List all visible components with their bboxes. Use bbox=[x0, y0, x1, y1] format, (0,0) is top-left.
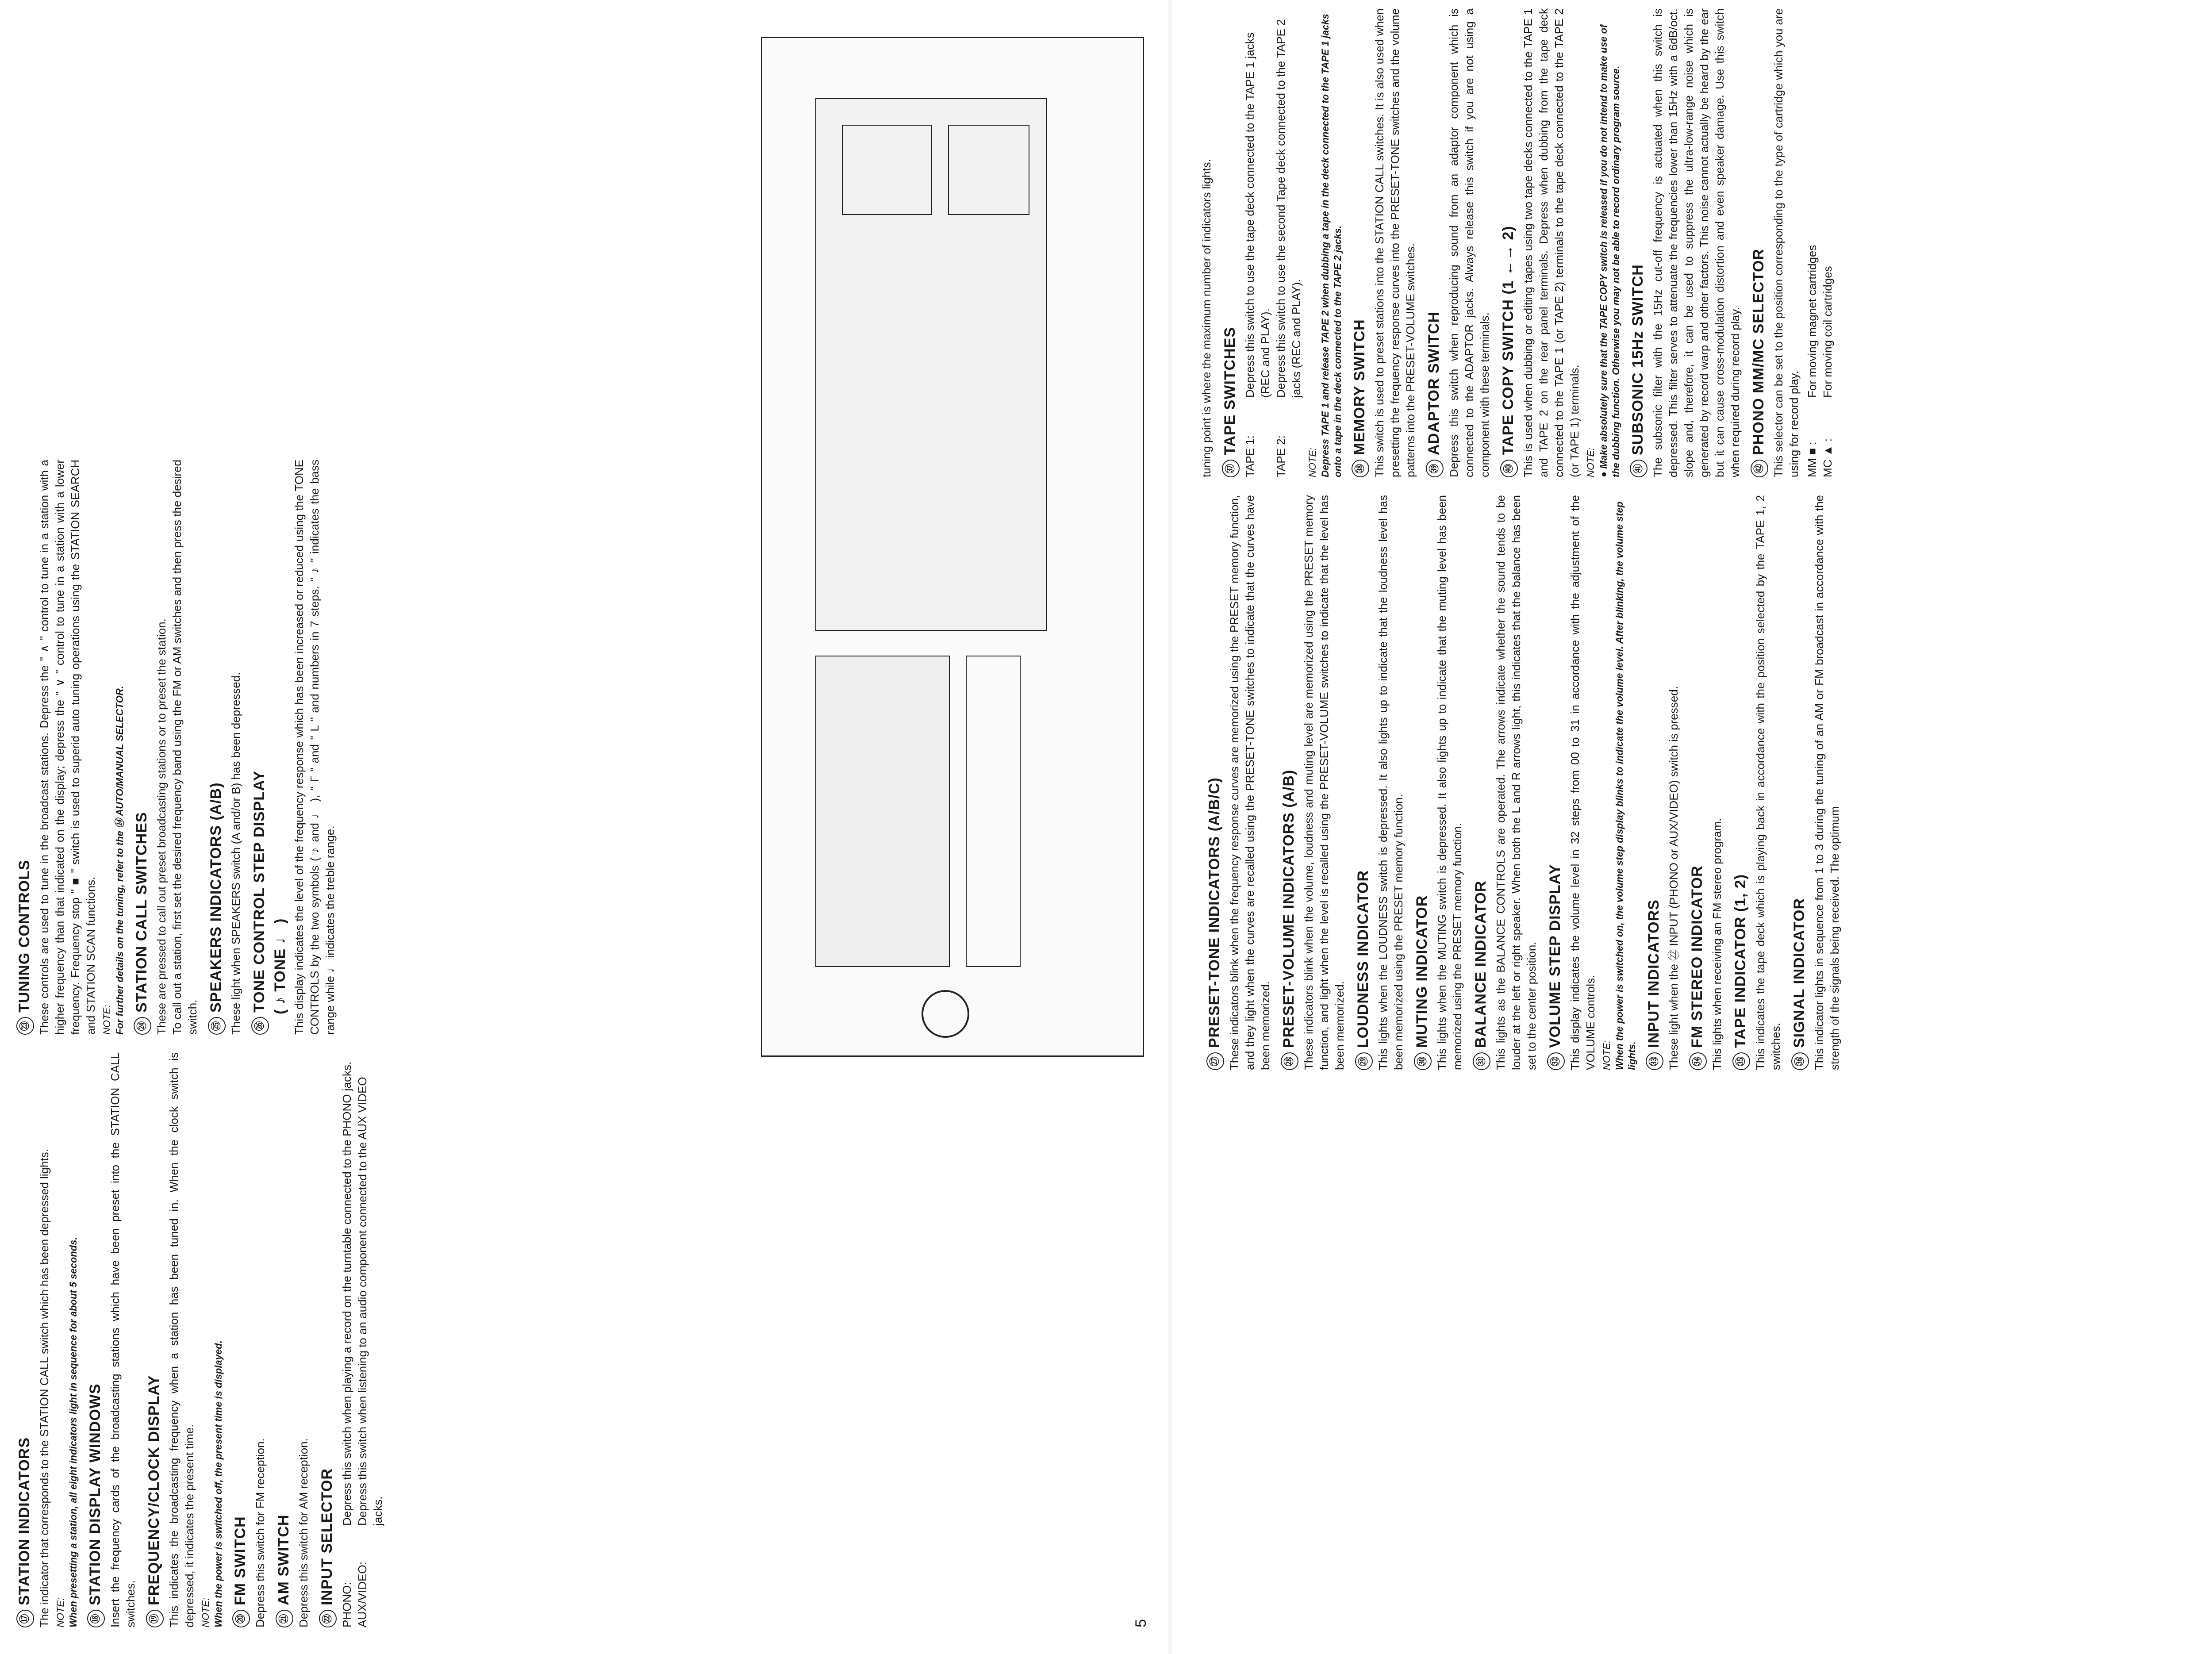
text-signal-continued: tuning point is where the maximum number of indicators lights. bbox=[1200, 159, 1213, 477]
heading-station-call-switches: ㉔STATION CALL SWITCHES bbox=[133, 460, 151, 1035]
text-preset-tone: These indicators blink when the frequency response curves are memorized using the PRESET memory function, and they light when the curves are recalled using the PRESET-TONE switches to indicate that the curves have been memorized. bbox=[1228, 495, 1272, 1070]
input-selector-phono: PHONO: Depress this switch when playing a record on the turntable connected to the PHONO jacks. bbox=[340, 1061, 354, 1627]
heading-input-indicators: ㉝INPUT INDICATORS bbox=[1645, 495, 1663, 1070]
text-speakers-indicators: These light when SPEAKERS switch (A and/or B) has been depressed. bbox=[229, 672, 243, 1035]
text-signal-indicator: This indicator lights in sequence from 1 to 3 during the tuning of an AM or FM broadcast in accordance with the strength of the signals being received. The optimum bbox=[1813, 495, 1842, 1070]
heading-loudness-indicator: ㉙LOUDNESS INDICATOR bbox=[1355, 495, 1373, 1070]
text-loudness-indicator: This lights when the LOUDNESS switch is depressed. It also lights up to indicate that the loudness level has been memorized using the PRESET memory function. bbox=[1376, 495, 1406, 1070]
text-adaptor-switch: Depress this switch when reproducing sound from an adaptor component which is connected to the ADAPTOR jacks. Always release this switch if you are not using a component with these terminals. bbox=[1447, 8, 1492, 477]
heading-memory-switch: ㊳MEMORY SWITCH bbox=[1351, 8, 1369, 477]
heading-subsonic-switch: ㊶SUBSONIC 15Hz SWITCH bbox=[1629, 8, 1647, 477]
note-text: When presetting a station, all eight indicators light in sequence for about 5 seconds. bbox=[68, 1237, 79, 1627]
text-preset-volume-indicators: These indicators blink when the volume, loudness and muting level are memorized using the PRESET memory function, and light when the level is recalled using the PRESET-VOLUME switches to indicate that the level has been memorized. bbox=[1302, 495, 1347, 1070]
text-station-indicators: The indicator that corresponds to the STATION CALL switch which has been depressed lights. bbox=[38, 1149, 51, 1627]
note-text: When the power is switched off, the present time is displayed. bbox=[213, 1340, 224, 1627]
left-text-col-b bbox=[9, 460, 739, 1035]
note-label: NOTE: bbox=[1601, 1040, 1613, 1070]
heading-volume-step-display: ㉜VOLUME STEP DISPLAY bbox=[1547, 495, 1565, 1070]
heading-speakers-indicators: ㉕SPEAKERS INDICATORS (A/B) bbox=[207, 460, 226, 1035]
note-label: NOTE: bbox=[1307, 447, 1318, 477]
note-text: ● Make absolutely sure that the TAPE COPY switch is released if you do not intend to make use of the dubbing function. Otherwise you may not be able to record ordinary program source. bbox=[1598, 24, 1622, 477]
text-tuning-controls: These controls are used to tune in the broadcast stations. Depress the " ∧ " control to tune in a station with a higher frequency than that indicated on the display; depress the " ∨ " control to tune in a station with a lower frequency. Frequency stop " ■ " switch is used to superid auto tuning operations using the STATION SEARCH and STATION SCAN functions. bbox=[38, 460, 98, 1035]
text-volume-step-display: This display indicates the volume level in 32 steps from 00 to 31 in accordance with the adjustment of the VOLUME controls. bbox=[1568, 495, 1598, 1070]
text-station-call-switches: These are pressed to call out preset broadcasting stations or to preset the station. To call out a station, first set the desired frequency band using the FM or AM switches and then press the desired switch. bbox=[155, 460, 200, 1035]
text-subsonic-switch: The subsonic filter with the 15Hz cut-off frequency is actuated when this switch is depressed. This filter serves to attenuate the frequencies lower than 15Hz with a 6dB/oct. slope and, therefore, it can be used to suppress the ultra-low-range noise which is generated by record warp and other factors. This noise cannot actually be heard by the ear but it can cause cross-modulation distortion and even speaker damage. Use this switch when required during record play. bbox=[1651, 8, 1742, 477]
heading-signal-indicator: ㊱SIGNAL INDICATOR bbox=[1791, 495, 1809, 1070]
page-number-left: 5 bbox=[1133, 1619, 1149, 1627]
heading-tone-control-step-display: ㉖TONE CONTROL STEP DISPLAY bbox=[251, 460, 269, 1035]
heading-preset-volume-indicators: ㉘PRESET-VOLUME INDICATORS (A/B) bbox=[1280, 495, 1298, 1070]
heading-adaptor-switch: ㊴ADAPTOR SWITCH bbox=[1425, 8, 1444, 477]
text-muting-indicator: This lights when the MUTING switch is depressed. It also lights up to indicate that the muting level has been memorized using the PRESET memory function. bbox=[1435, 495, 1464, 1070]
note-label: NOTE: bbox=[1585, 447, 1597, 477]
heading-frequency-clock-display: ⑲FREQUENCY/CLOCK DISPLAY bbox=[146, 1052, 164, 1627]
note-text: When the power is switched on, the volume step display blinks to indicate the volume level. After blinking, the volume step lights. bbox=[1614, 501, 1638, 1070]
heading-preset-tone-indicators-main: ㉗PRESET-TONE INDICATORS (A/B/C) bbox=[1206, 495, 1224, 1070]
text-tone-control-step-display: This display indicates the level of the frequency response which has been increased or reduced using the TONE CONTROLS by the two symbols ( ♪ and ♩ ), " Г " and " L " and numbers in 7 steps. " ♪ " indicates the bass range while ♩ indicates the treble range. bbox=[292, 460, 337, 1035]
heading-fm-switch: ⑳FM SWITCH bbox=[232, 1052, 250, 1627]
tape-switch-1: TAPE 1: Depress this switch to use the tape deck connected to the TAPE 1 jacks (REC and PLAY). bbox=[1243, 32, 1272, 477]
mid-column bbox=[1199, 495, 2212, 1070]
display-block-b bbox=[948, 125, 1029, 215]
phono-mc: MC ▲ : For moving coil cartridges bbox=[1821, 266, 1835, 477]
input-selector-aux-video: AUX/VIDEO: Depress this switch when listening to an audio component connected to the AUX VIDEO jacks. bbox=[356, 1077, 385, 1627]
text-phono-selector: This selector can be set to the position corresponding to the type of cartridge which you are using for record play. bbox=[1772, 8, 1801, 477]
heading-tape-copy-switch: ㊵TAPE COPY SWITCH (1 ←→ 2) bbox=[1500, 8, 1518, 477]
right-page bbox=[1172, 0, 2212, 1654]
heading-fm-stereo-indicator: ㉞FM STEREO INDICATOR bbox=[1689, 495, 1707, 1070]
heading-balance-indicator: ㉛BALANCE INDICATOR bbox=[1472, 495, 1490, 1070]
front-panel-diagram bbox=[761, 37, 1144, 1057]
note-text: For further details on the tuning, refer to the ⑭ AUTO/MANUAL SELECTOR. bbox=[114, 686, 126, 1035]
heading-tuning-controls: ㉓TUNING CONTROLS bbox=[16, 460, 34, 1035]
station-call-switch-row bbox=[966, 656, 1021, 967]
note-label: NOTE: bbox=[101, 1005, 113, 1035]
note-text: Depress TAPE 1 and release TAPE 2 when dubbing a tape in the deck connected to the TAPE 1 jacks onto a tape in the deck connected to the TAPE 2 jacks. bbox=[1320, 14, 1344, 477]
text-station-display-windows: Insert the frequency cards of the broadcasting stations which have been preset into the STATION CALL switches. bbox=[108, 1052, 138, 1627]
text-frequency-clock-display: This indicates the broadcasting frequency when a station has been tuned in. When the clock switch is depressed, it indicates the present time. bbox=[167, 1052, 196, 1627]
left-text-col-a bbox=[9, 1052, 761, 1627]
text-fm-stereo-indicator: This lights when receiving an FM stereo program. bbox=[1710, 818, 1724, 1070]
text-fm-switch: Depress this switch for FM reception. bbox=[253, 1438, 267, 1627]
heading-tone-control-step-display-sub: ( ♪ TONE ♩ ) bbox=[272, 918, 289, 1014]
heading-tape-indicator: ㉟TAPE INDICATOR (1, 2) bbox=[1732, 495, 1750, 1070]
heading-am-switch: ㉑AM SWITCH bbox=[275, 1052, 293, 1627]
text-am-switch: Depress this switch for AM reception. bbox=[297, 1438, 311, 1627]
text-tape-copy-switch: This is used when dubbing or editing tapes using two tape decks connected to the TAPE 1 and TAPE 2 on the rear panel terminals. Depress when dubbing from the tape deck connected to the TAPE 1 (or TAPE 2) terminals to the tape deck connected to the TAPE 2 (or TAPE 1) terminals. bbox=[1521, 8, 1582, 477]
heading-input-selector: ㉒INPUT SELECTOR bbox=[319, 1052, 337, 1627]
right-column bbox=[1199, 8, 2212, 477]
heading-station-indicators: ⑰STATION INDICATORS bbox=[16, 1052, 34, 1627]
display-block-a bbox=[842, 125, 932, 215]
text-memory-switch: This switch is used to preset stations into the STATION CALL switches. It is also used when presetting the frequency response curves into the PRESET-TONE switches and the volume patterns into the PRESET-VOLUME switches. bbox=[1373, 8, 1417, 477]
note-label: NOTE: bbox=[55, 1597, 66, 1627]
text-input-indicators: These light when the ㉒ INPUT (PHONO or AUX/VIDEO) switch is pressed. bbox=[1667, 686, 1681, 1070]
text-balance-indicator: This lights as the BALANCE CONTROLS are operated. The arrows indicate whether the sound tends to be louder at the left or right speaker. When both the L and R arrows light, this indicates that the balance has been set to the center position. bbox=[1494, 495, 1539, 1070]
phono-mm: MM ■ : For moving magnet cartridges bbox=[1805, 245, 1819, 477]
display-window bbox=[815, 656, 950, 967]
note-label: NOTE: bbox=[200, 1597, 211, 1627]
heading-tape-switches: ㊲TAPE SWITCHES bbox=[1221, 8, 1240, 477]
heading-muting-indicator: ㉚MUTING INDICATOR bbox=[1413, 495, 1432, 1070]
text-tape-indicator: This indicates the tape deck which is playing back in accordance with the position selected by the TAPE 1, 2 switches. bbox=[1754, 495, 1783, 1070]
power-knob bbox=[922, 990, 969, 1038]
tape-switch-2: TAPE 2: Depress this switch to use the second Tape deck connected to the TAPE 2 jacks (REC and PLAY). bbox=[1274, 19, 1303, 477]
heading-station-display-windows: ⑱STATION DISPLAY WINDOWS bbox=[87, 1052, 105, 1627]
heading-phono-selector: ㊷PHONO MM/MC SELECTOR bbox=[1750, 8, 1768, 477]
